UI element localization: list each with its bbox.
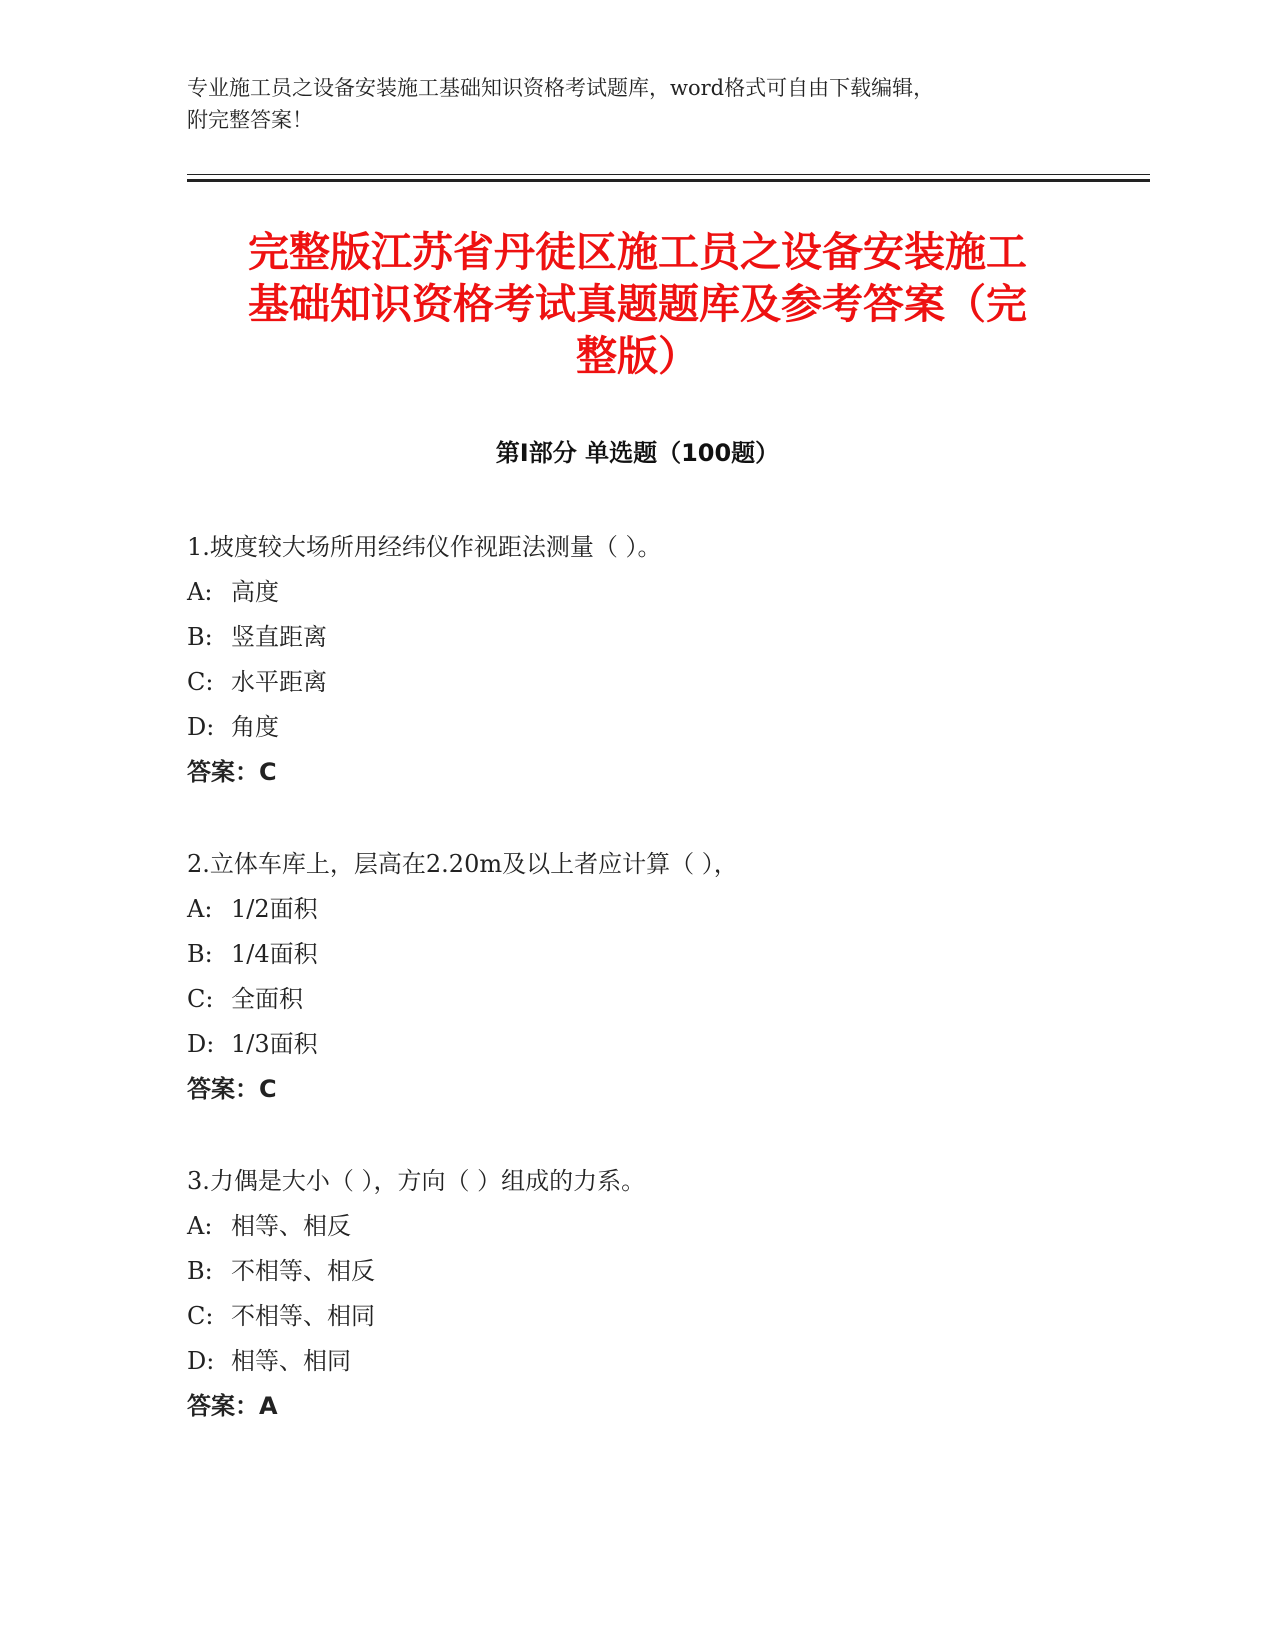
section-title: 第Ⅰ部分 单选题（100题） [495,439,780,467]
option-a [187,887,1137,932]
option-label: A: [187,1212,213,1240]
option-text: 相等、相同 [231,1347,351,1375]
document-title [150,226,1125,382]
header-divider-thin [187,174,1150,175]
option-text: 竖直距离 [231,623,327,651]
option-label: A: [187,578,213,606]
option-label: C: [187,985,214,1013]
document-title-line-3: 整版） [576,332,699,380]
option-a [187,1204,1137,1249]
option-text: 不相等、相反 [231,1257,375,1285]
header-divider-thick [187,179,1150,182]
header-note-line-2: 附完整答案！ [187,108,313,132]
option-c [187,977,1137,1022]
question-3 [187,1159,1137,1429]
option-label: C: [187,1302,214,1330]
option-a [187,570,1137,615]
header-note [187,72,1087,136]
option-d [187,705,1137,750]
document-title-line-1: 完整版江苏省丹徒区施工员之设备安装施工 [248,228,1027,276]
option-text: 1/2面积 [231,895,318,923]
option-c [187,1294,1137,1339]
option-label: D: [187,1347,215,1375]
option-b [187,1249,1137,1294]
option-text: 高度 [231,578,279,606]
option-b [187,615,1137,660]
question-stem: 1.坡度较大场所用经纬仪作视距法测量（ ）。 [187,533,662,561]
option-text: 水平距离 [231,668,327,696]
option-d [187,1022,1137,1067]
option-text: 1/3面积 [231,1030,318,1058]
option-d [187,1339,1137,1384]
document-title-line-2: 基础知识资格考试真题题库及参考答案（完 [248,280,1027,328]
option-text: 相等、相反 [231,1212,351,1240]
option-label: B: [187,623,213,651]
option-b [187,932,1137,977]
option-label: C: [187,668,214,696]
option-text: 全面积 [231,985,303,1013]
option-label: A: [187,895,213,923]
question-stem: 2.立体车库上，层高在2.20m及以上者应计算（ ）， [187,850,738,878]
option-label: D: [187,1030,215,1058]
header-note-line-1: 专业施工员之设备安装施工基础知识资格考试题库，word格式可自由下载编辑， [187,76,935,100]
option-text: 不相等、相同 [231,1302,375,1330]
answer: 答案：C [187,1075,277,1103]
option-label: B: [187,940,213,968]
option-text: 角度 [231,713,279,741]
question-stem: 3.力偶是大小（ ），方向（ ）组成的力系。 [187,1167,646,1195]
option-label: D: [187,713,215,741]
answer: 答案：C [187,758,277,786]
option-c [187,660,1137,705]
question-2 [187,842,1137,1112]
option-label: B: [187,1257,213,1285]
answer: 答案：A [187,1392,278,1420]
question-1 [187,525,1137,795]
option-text: 1/4面积 [231,940,318,968]
